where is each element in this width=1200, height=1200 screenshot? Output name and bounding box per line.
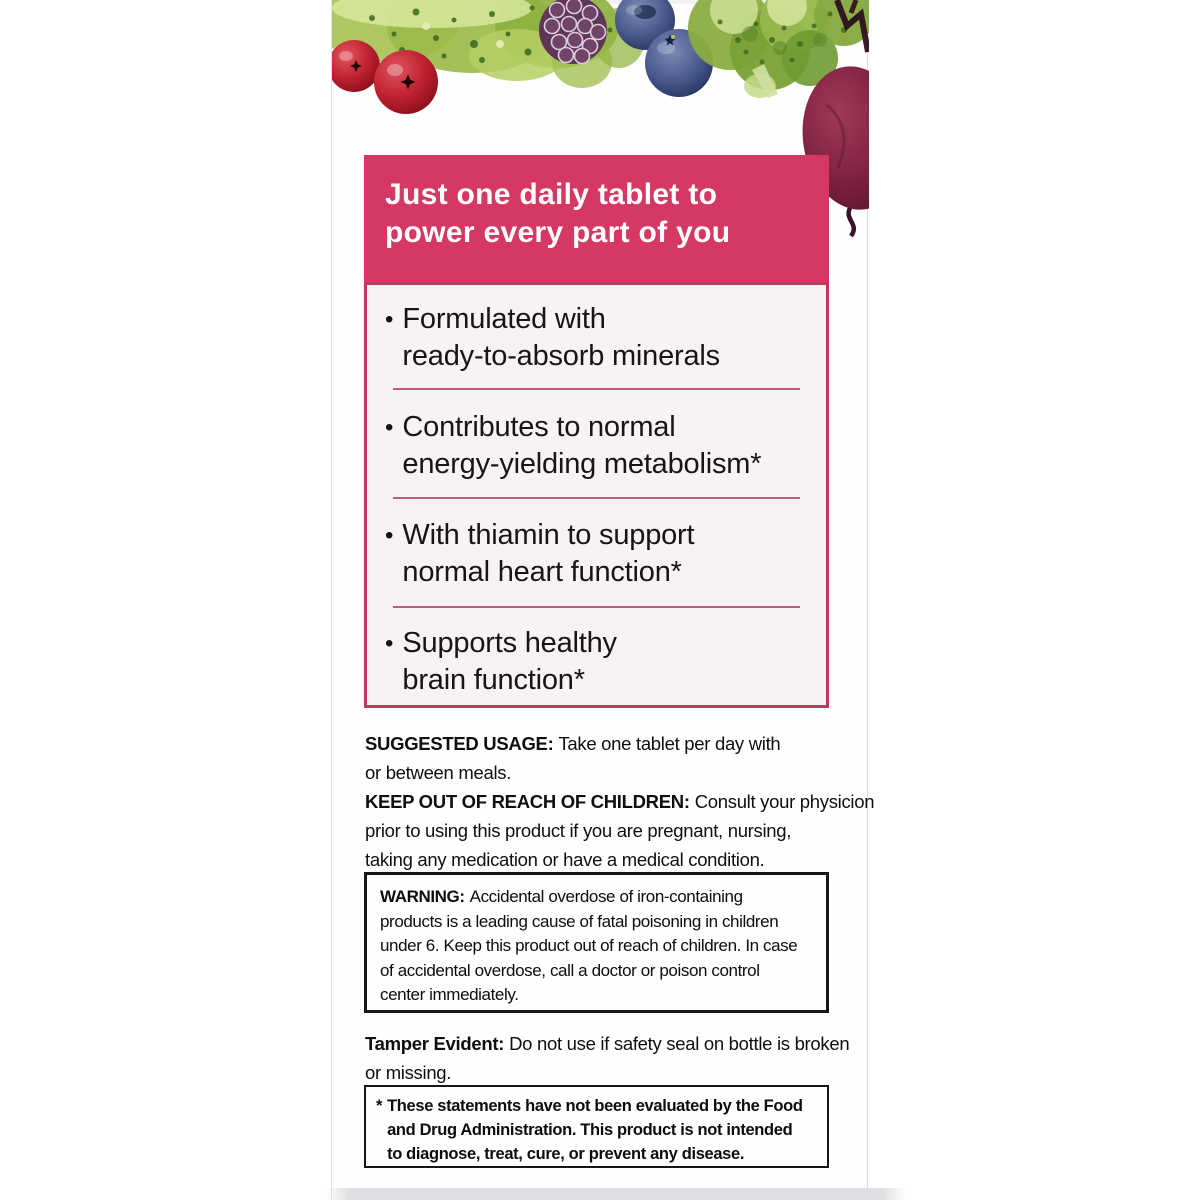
- benefit-divider: [393, 497, 800, 499]
- benefit-item-brain: [385, 625, 617, 699]
- benefit-line: normal heart function*: [402, 556, 682, 588]
- warning-line: under 6. Keep this product out of reach of children. In case: [380, 936, 798, 955]
- fda-disclaimer-box: [364, 1085, 829, 1168]
- warning-line: center immediately.: [380, 985, 519, 1004]
- benefit-line: brain function*: [402, 664, 585, 696]
- benefit-item-metabolism: [385, 409, 761, 483]
- warning-line: of accidental overdose, call a doctor or poison control: [380, 960, 760, 980]
- benefit-item-minerals: [385, 301, 720, 375]
- tamper-line: or missing.: [365, 1062, 452, 1083]
- fda-line: and Drug Administration. This product is not intended: [387, 1121, 793, 1139]
- benefit-line: Supports healthy: [402, 627, 617, 659]
- suggested-usage-line: Take one tablet per day with: [558, 733, 781, 754]
- benefit-divider: [393, 388, 800, 390]
- keep-out-of-reach-text: [365, 787, 875, 874]
- benefit-line: Formulated with: [402, 303, 606, 335]
- keep-out-line: prior to using this product if you are pregnant, nursing,: [365, 820, 792, 841]
- headline-line2: power every part of you: [385, 216, 731, 249]
- keep-out-label: KEEP OUT OF REACH OF CHILDREN:: [365, 791, 690, 812]
- benefit-divider: [393, 606, 800, 608]
- benefit-line: energy-yielding metabolism*: [402, 448, 762, 480]
- package-side-panel: [331, 0, 875, 1200]
- warning-line: Accidental overdose of iron-containing: [469, 887, 743, 906]
- benefit-line: Contributes to normal: [402, 411, 676, 443]
- headline-line1: Just one daily tablet to: [385, 178, 718, 211]
- benefit-line: ready-to-absorb minerals: [402, 340, 720, 372]
- suggested-usage-text: [365, 729, 845, 787]
- bullet-icon: •: [385, 306, 394, 333]
- fda-line: These statements have not been evaluated by the Food: [387, 1097, 803, 1115]
- headline-banner: [364, 155, 829, 282]
- tamper-evident-label: Tamper Evident:: [365, 1033, 505, 1054]
- keep-out-line: taking any medication or have a medical condition.: [365, 849, 765, 870]
- suggested-usage-line: or between meals.: [365, 762, 512, 783]
- tamper-evident-text: [365, 1029, 850, 1087]
- fda-line: to diagnose, treat, cure, or prevent any disease.: [387, 1145, 745, 1163]
- bullet-icon: •: [385, 630, 394, 657]
- bullet-icon: •: [385, 522, 394, 549]
- warning-label: WARNING:: [380, 887, 465, 906]
- asterisk-marker: *: [376, 1097, 383, 1115]
- package-bottom-edge: [326, 1188, 906, 1200]
- benefits-box: [364, 282, 829, 708]
- suggested-usage-label: SUGGESTED USAGE:: [365, 733, 554, 754]
- warning-line: products is a leading cause of fatal poisoning in children: [380, 911, 779, 931]
- benefit-item-heart: [385, 517, 694, 591]
- bullet-icon: •: [385, 414, 394, 441]
- tamper-line: Do not use if safety seal on bottle is broken: [509, 1033, 850, 1054]
- iron-warning-box: [364, 872, 829, 1013]
- benefit-line: With thiamin to support: [402, 519, 695, 551]
- keep-out-line: Consult your physicion: [694, 791, 875, 812]
